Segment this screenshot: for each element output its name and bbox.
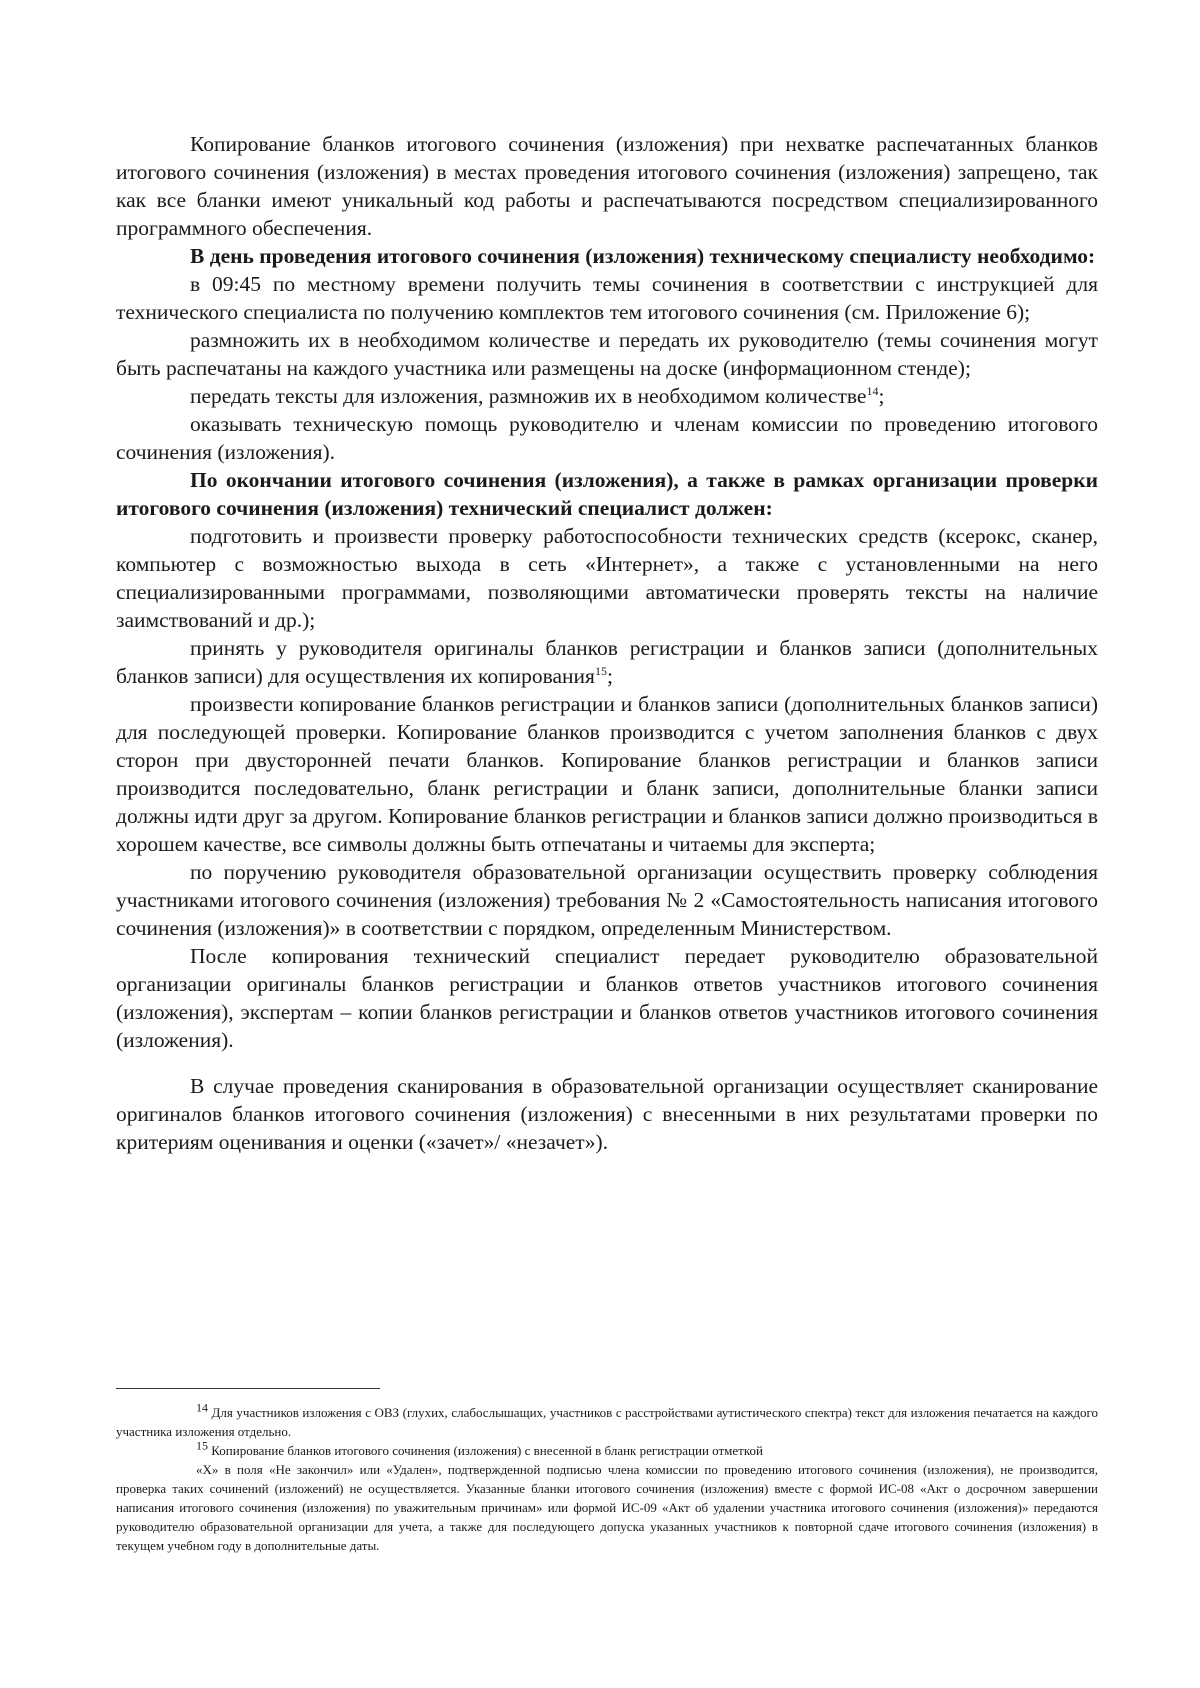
footnote-ref-15: 15 (594, 663, 607, 678)
paragraph-after-copying: После копирования технический специалист передает руководителю образовательной организации оригиналы бланков регистрации и бланков ответов участников итогового сочинения (изложения), экспертам – копии бланков регистрации и бланков ответов участников итогового сочинения (изложения). (116, 944, 1098, 1052)
heading-exam-day-duties: В день проведения итогового сочинения (изложения) техническому специалисту необходимо: (190, 244, 1096, 268)
paragraph-copy-ban: Копирование бланков итогового сочинения (изложения) при нехватке распечатанных бланков итогового сочинения (изложения) в местах проведения итогового сочинения (изложения) запрещено, так как все бланки имеют уникальный код работы и распечатываются посредством специализированного программного обеспечения. (116, 132, 1098, 240)
footnotes (116, 1388, 1098, 1555)
document-body (116, 130, 1098, 1156)
paragraph-pass-texts: передать тексты для изложения, размножив их в необходимом количестве$^{14}$; (190, 383, 885, 408)
footnote-15: $^{15}$ Копирование бланков итогового сочинения (изложения) с внесенной в бланк регистрации отметкой (196, 1438, 763, 1458)
paragraph-scanning: В случае проведения сканирования в образовательной организации осуществляет сканирование оригиналов бланков итогового сочинения (изложения) с внесенными в них результатами проверки по критериям оценивания и оценки («зачет»/ «незачет»). (116, 1074, 1098, 1154)
footnote-divider (116, 1388, 380, 1389)
paragraph-accept-originals: принять у руководителя оригиналы бланков регистрации и бланков записи (дополнительных бланков записи) для осуществления их копирования$^{15}$; (116, 636, 1098, 688)
paragraph-prepare-equipment: подготовить и произвести проверку работоспособности технических средств (ксерокс, сканер, компьютер с возможностью выхода в сеть «Интернет», а также с установленными на него специализированными программами, позволяющими автоматически проверять тексты на наличие заимствований и др.); (116, 524, 1098, 632)
paragraph-technical-help: оказывать техническую помощь руководителю и членам комиссии по проведению итогового сочинения (изложения). (116, 412, 1098, 464)
paragraph-receive-topics: в 09:45 по местному времени получить темы сочинения в соответствии с инструкцией для технического специалиста по получению комплектов тем итогового сочинения (см. Приложение 6); (116, 272, 1098, 324)
footnote-number: 15 (196, 1438, 208, 1453)
footnote-ref-14: 14 (866, 383, 879, 398)
footnote-number: 14 (196, 1400, 208, 1415)
heading-after-exam-duties: По окончании итогового сочинения (изложения), а также в рамках организации проверки итогового сочинения (изложения) технический специалист должен: (116, 468, 1098, 520)
paragraph-replicate-topics: размножить их в необходимом количестве и передать их руководителю (темы сочинения могут быть распечатаны на каждого участника или размещены на доске (информационном стенде); (116, 328, 1098, 380)
footnote-15-continued: «Х» в поля «Не закончил» или «Удален», подтвержденной подписью члена комиссии по проведению итогового сочинения (изложения), не производится, проверка таких сочинений (изложений) не осуществляется. Указанные бланки итогового сочинения (изложения) вместе с формой ИС-08 «Акт о досрочном завершении написания итогового сочинения (изложения) по уважительным причинам» или формой ИС-09 «Акт об удалении участника итогового сочинения (изложения)» передаются руководителю образовательной организации для учета, а также для последующего допуска указанных участников к повторной сдаче итогового сочинения (изложения) в текущем учебном году в дополнительные даты. (116, 1462, 1098, 1553)
footnote-14: $^{14}$ Для участников изложения с ОВЗ (глухих, слабослышащих, участников с расстройствами аутистического спектра) текст для изложения печатается на каждого участника изложения отдельно. (116, 1400, 1099, 1439)
paragraph-check-requirement: по поручению руководителя образовательной организации осуществить проверку соблюдения участниками итогового сочинения (изложения) требования № 2 «Самостоятельность написания итогового сочинения (изложения)» в соответствии с порядком, определенным Министерством. (116, 860, 1098, 940)
paragraph-copy-forms: произвести копирование бланков регистрации и бланков записи (дополнительных бланков записи) для последующей проверки. Копирование бланков производится с учетом заполнения бланков с двух сторон при двусторонней печати бланков. Копирование бланков регистрации и бланков записи производится последовательно, бланк регистрации и бланк записи, дополнительные бланки записи должны идти друг за другом. Копирование бланков регистрации и бланков записи должно производиться в хорошем качестве, все символы должны быть отпечатаны и читаемы для эксперта; (116, 692, 1098, 856)
